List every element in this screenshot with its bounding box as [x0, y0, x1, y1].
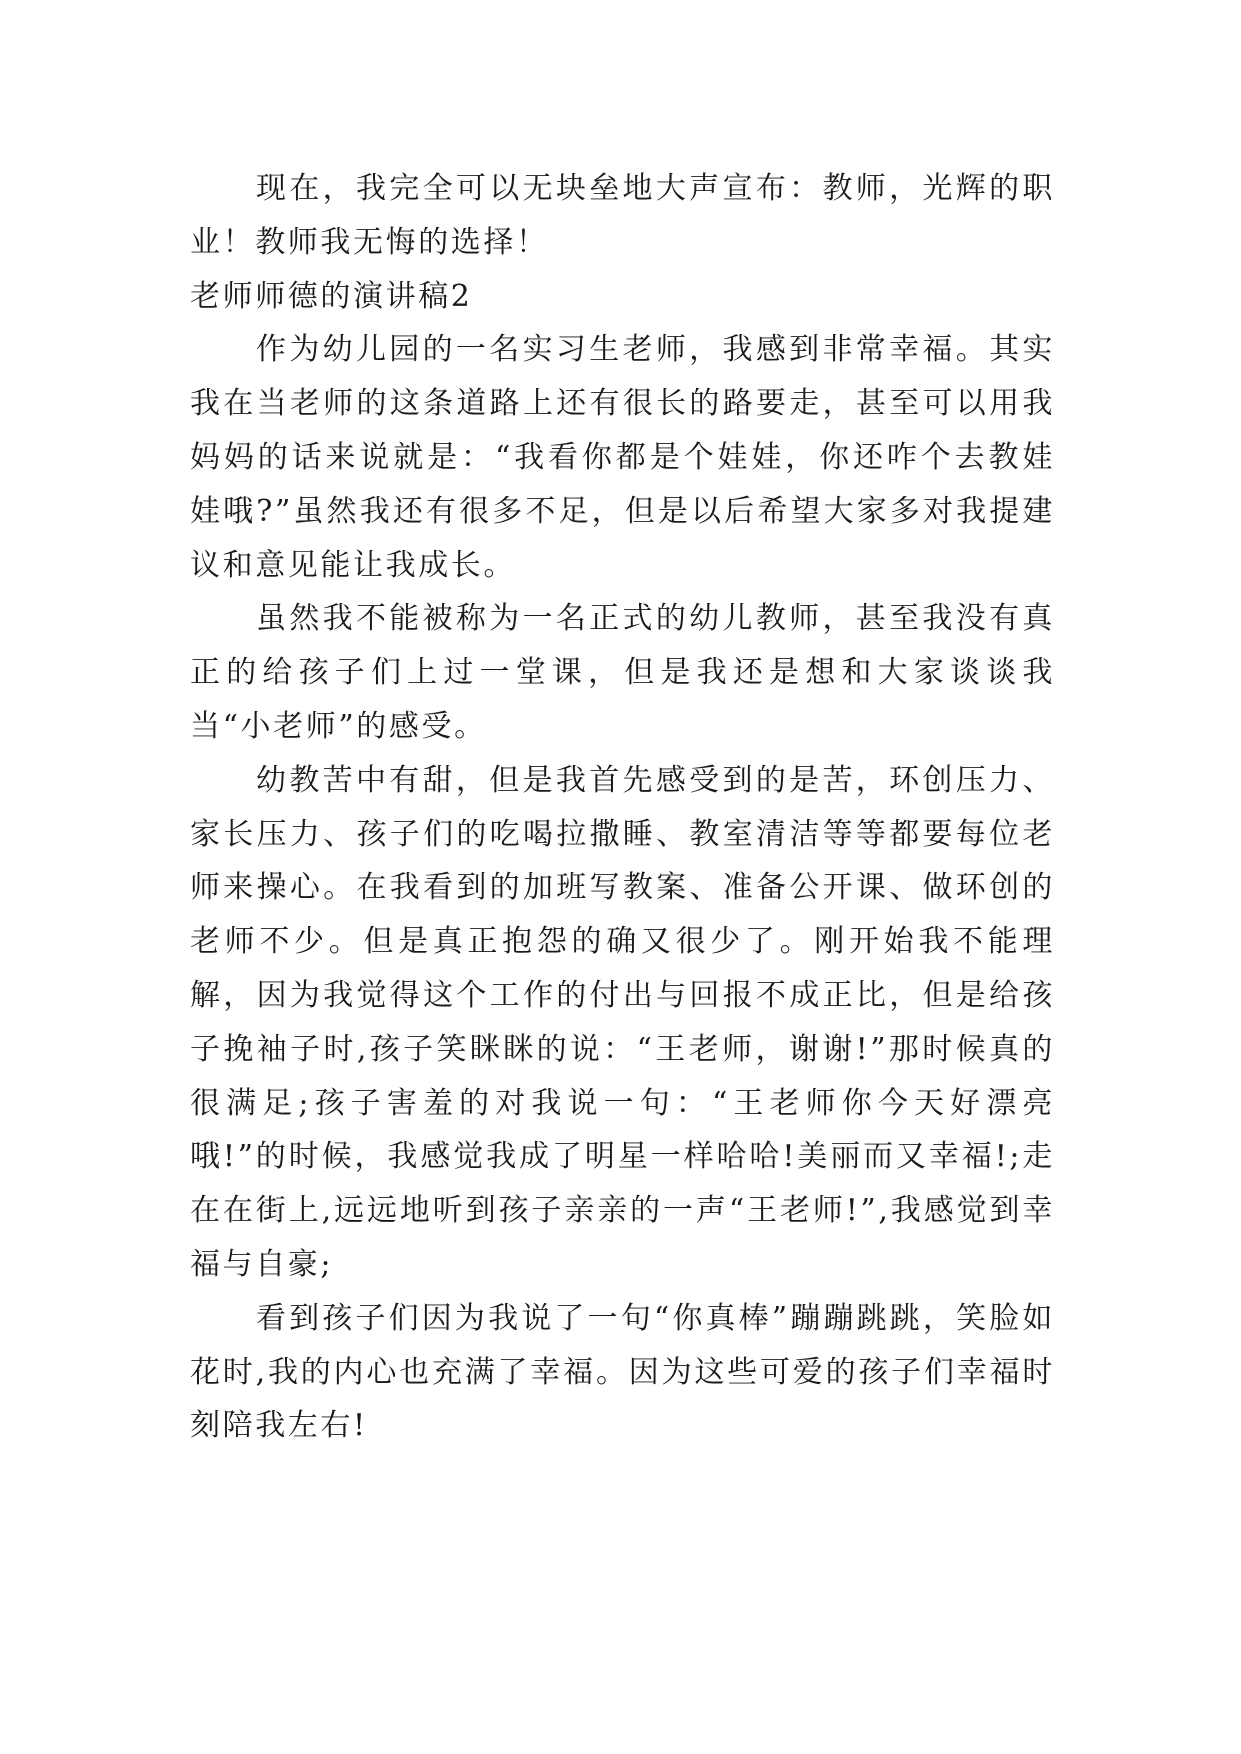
section-title: 老师师德的演讲稿2	[190, 278, 473, 314]
paragraph-4: 看到孩子们因为我说了一句“你真棒”蹦蹦跳跳，笑脸如花时,我的内心也充满了幸福。因为这些可爱的孩子们幸福时刻陪我左右!	[190, 1300, 1055, 1444]
paragraph-2: 虽然我不能被称为一名正式的幼儿教师，甚至我没有真正的给孩子们上过一堂课，但是我还是想和大家谈谈我当“小老师”的感受。	[190, 601, 1055, 744]
paragraph-1: 作为幼儿园的一名实习生老师，我感到非常幸福。其实我在当老师的这条道路上还有很长的路要走，甚至可以用我妈妈的话来说就是：“我看你都是个娃娃，你还咋个去教娃娃哦?”虽然我还有很多不足，但是以后希望大家多对我提建议和意见能让我成长。	[190, 332, 1055, 583]
paragraph-intro: 现在，我完全可以无块垒地大声宣布：教师，光辉的职业！教师我无悔的选择！	[190, 171, 1055, 260]
paragraph-3: 幼教苦中有甜，但是我首先感受到的是苦，环创压力、家长压力、孩子们的吃喝拉撒睡、教室清洁等等都要每位老师来操心。在我看到的加班写教案、准备公开课、做环创的老师不少。但是真正抱怨的确又很少了。刚开始我不能理解，因为我觉得这个工作的付出与回报不成正比，但是给孩子挽袖子时,孩子笑眯眯的说：“王老师，谢谢!”那时候真的很满足;孩子害羞的对我说一句：“王老师你今天好漂亮哦!”的时候，我感觉我成了明星一样哈哈!美丽而又幸福!;走在在街上,远远地听到孩子亲亲的一声“王老师!”,我感觉到幸福与自豪;	[190, 762, 1055, 1282]
document-body	[190, 162, 1055, 1453]
